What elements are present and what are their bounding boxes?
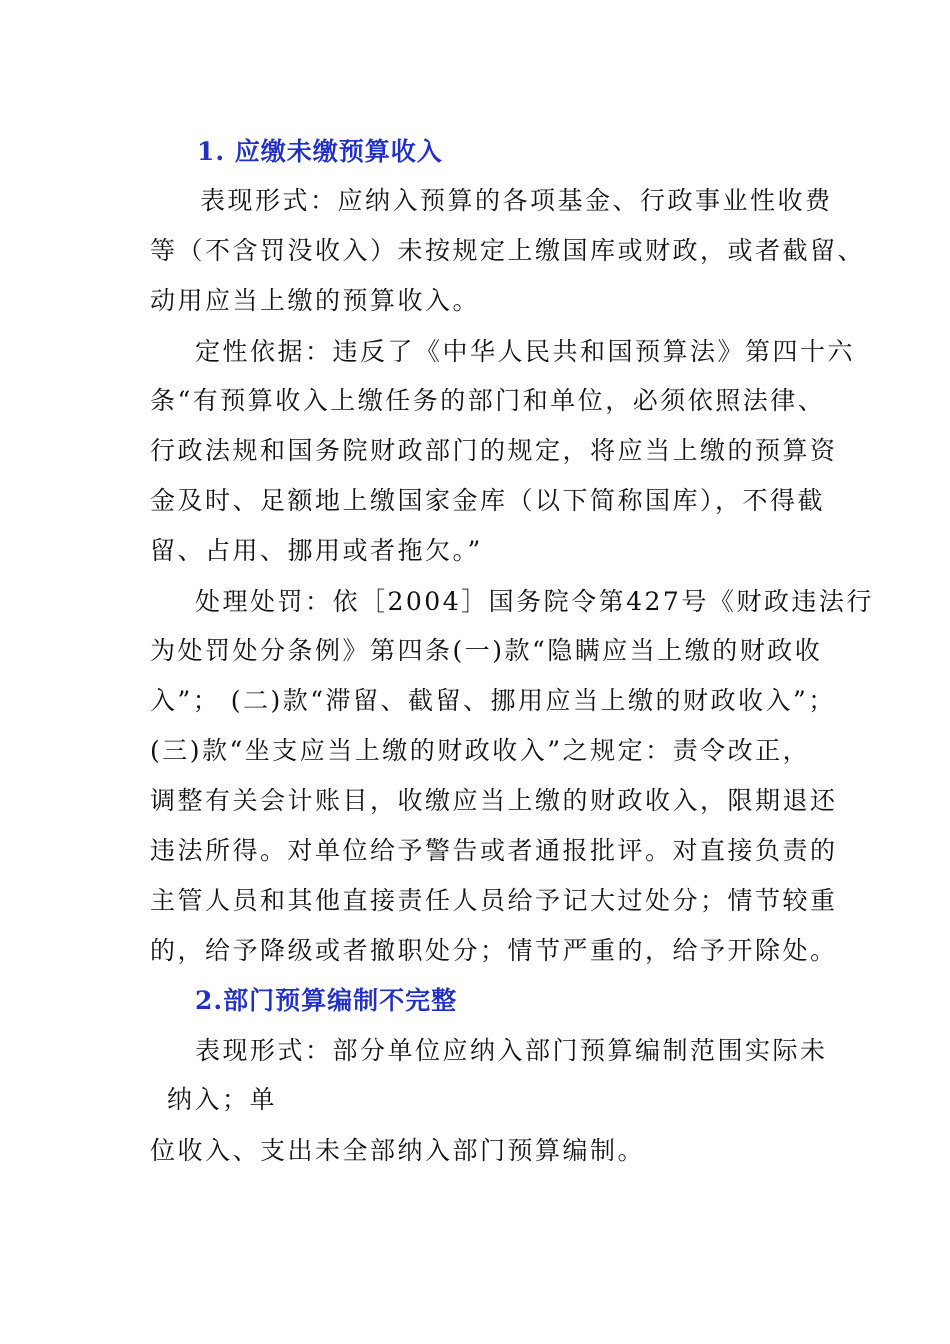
paragraph-line: 行政法规和国务院财政部门的规定，将应当上缴的预算资 <box>150 436 838 465</box>
paragraph-line: 条“有预算收入上缴任务的部门和单位，必须依照法律、 <box>150 386 826 415</box>
paragraph-line: 表现形式：部分单位应纳入部门预算编制范围实际未 <box>195 1036 828 1065</box>
paragraph-line: 纳入；单 <box>167 1085 278 1114</box>
paragraph-line: 金及时、足额地上缴国家金库（以下简称国库），不得截 <box>150 486 826 515</box>
paragraph-line: 表现形式：应纳入预算的各项基金、行政事业性收费 <box>200 186 833 215</box>
paragraph-line: 为处罚处分条例》第四条(一)款“隐瞒应当上缴的财政收 <box>150 636 823 665</box>
heading-1: 1. 应缴未缴预算收入 <box>197 137 443 166</box>
paragraph-line: 入”； (二)款“滞留、截留、挪用应当上缴的财政收入”； <box>150 686 836 715</box>
paragraph-line: 处理处罚：依［2004］国务院令第427号《财政违法行 <box>195 587 874 616</box>
paragraph-line: 动用应当上缴的预算收入。 <box>150 286 481 315</box>
paragraph-line: 违法所得。对单位给予警告或者通报批评。对直接负责的 <box>150 836 838 865</box>
heading-2: 2.部门预算编制不完整 <box>195 986 458 1015</box>
paragraph-line: 调整有关会计账目，收缴应当上缴的财政收入，限期退还 <box>150 786 838 815</box>
paragraph-line: 定性依据：违反了《中华人民共和国预算法》第四十六 <box>195 337 856 366</box>
paragraph-line: 等（不含罚没收入）未按规定上缴国库或财政，或者截留、 <box>150 236 866 265</box>
paragraph-line: 位收入、支出未全部纳入部门预算编制。 <box>150 1136 646 1165</box>
paragraph-line: 的，给予降级或者撤职处分；情节严重的，给予开除处。 <box>150 936 838 965</box>
paragraph-line: (三)款“坐支应当上缴的财政收入”之规定：责令改正， <box>150 736 811 765</box>
paragraph-line: 留、占用、挪用或者拖欠。” <box>150 536 483 565</box>
paragraph-line: 主管人员和其他直接责任人员给予记大过处分；情节较重 <box>150 886 838 915</box>
